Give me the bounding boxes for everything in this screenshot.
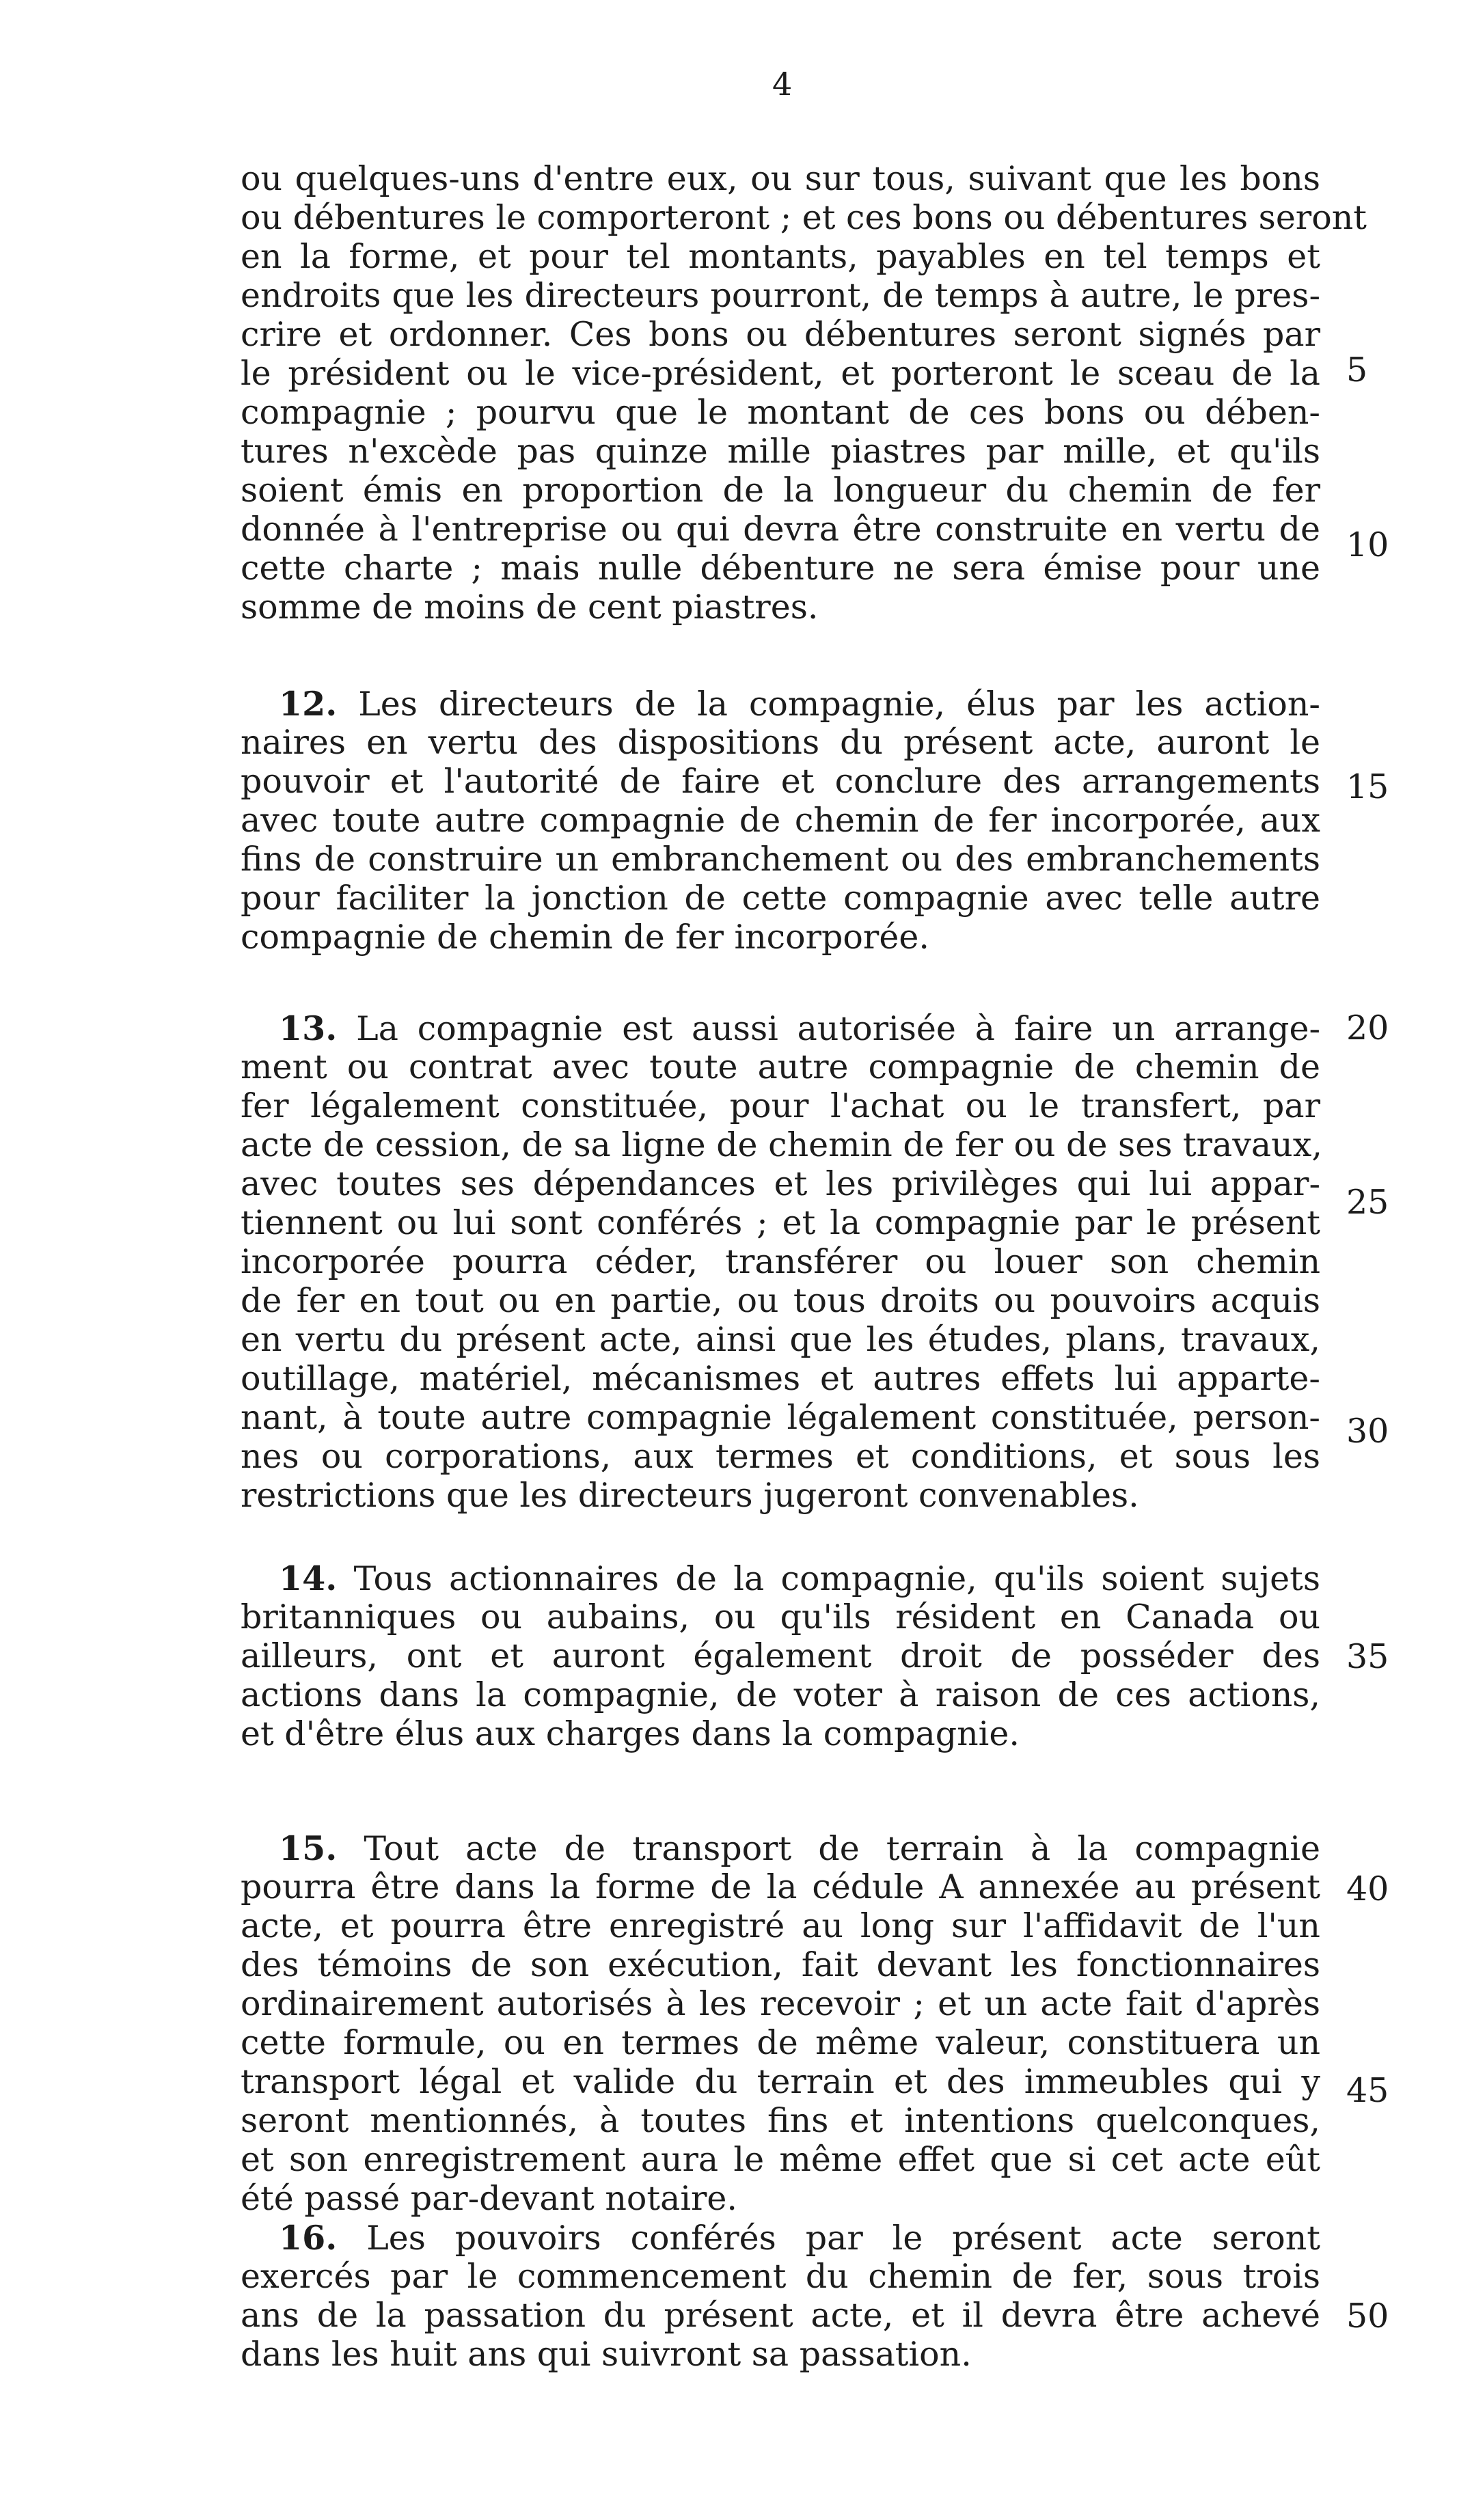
text-line: acte de cession, de sa ligne de chemin de fer ou de ses travaux,	[241, 1125, 1322, 1164]
section-number: 12.	[279, 684, 338, 724]
text-line: compagnie de chemin de fer incorporée.	[241, 918, 929, 957]
text-line: pourra être dans la forme de la cédule A annexée au présent	[241, 1867, 1320, 1906]
text-line: de fer en tout ou en partie, ou tous droits ou pouvoirs acquis	[241, 1281, 1320, 1320]
text-line: pouvoir et l'autorité de faire et conclure des arrangements	[241, 762, 1320, 801]
text-line: restrictions que les directeurs jugeront convenables.	[241, 1476, 1139, 1515]
text-line: dans les huit ans qui suivront sa passation.	[241, 2335, 972, 2374]
text-line: nes ou corporations, aux termes et conditions, et sous les	[241, 1437, 1320, 1476]
text-line: ailleurs, ont et auront également droit de posséder des	[241, 1636, 1320, 1675]
line-number-20: 20	[1346, 1009, 1389, 1047]
line-number-15: 15	[1346, 767, 1389, 806]
text-line: somme de moins de cent piastres.	[241, 588, 819, 627]
text-line: fer légalement constituée, pour l'achat ou le transfert, par	[241, 1086, 1320, 1125]
text-line: outillage, matériel, mécanismes et autres effets lui apparte-	[241, 1359, 1320, 1398]
line-text: Tous actionnaires de la compagnie, qu'ils soient sujets	[353, 1559, 1320, 1598]
text-line: exercés par le commencement du chemin de fer, sous trois	[241, 2257, 1320, 2296]
text-line: en vertu du présent acte, ainsi que les études, plans, travaux,	[241, 1320, 1320, 1359]
text-line: ou quelques-uns d'entre eux, ou sur tous, suivant que les bons	[241, 159, 1320, 198]
text-line: tures n'excède pas quinze mille piastres par mille, et qu'ils	[241, 432, 1320, 471]
line-text: Les directeurs de la compagnie, élus par les action-	[358, 685, 1320, 724]
line-text: Tout acte de transport de terrain à la compagnie	[364, 1829, 1320, 1868]
line-number-35: 35	[1346, 1637, 1389, 1676]
text-line: cette formule, ou en termes de même valeur, constituera un	[241, 2023, 1320, 2062]
text-line: transport légal et valide du terrain et des immeubles qui y	[241, 2062, 1320, 2101]
line-number-25: 25	[1346, 1183, 1389, 1222]
text-line: crire et ordonner. Ces bons ou débentures seront signés par	[241, 315, 1320, 354]
text-line: actions dans la compagnie, de voter à raison de ces actions,	[241, 1675, 1320, 1714]
line-text: Les pouvoirs conférés par le présent acte seront	[366, 2219, 1320, 2258]
line-text: La compagnie est aussi autorisée à faire un arrange-	[356, 1009, 1321, 1048]
text-line: ment ou contrat avec toute autre compagnie de chemin de	[241, 1047, 1320, 1086]
text-line: ordinairement autorisés à les recevoir ; et un acte fait d'après	[241, 1984, 1320, 2023]
line-number-40: 40	[1346, 1870, 1389, 1908]
text-line: soient émis en proportion de la longueur du chemin de fer	[241, 471, 1320, 510]
text-line: fins de construire un embranchement ou des embranchements	[241, 840, 1320, 879]
text-line: nant, à toute autre compagnie légalement constituée, person-	[241, 1398, 1320, 1437]
text-line: et d'être élus aux charges dans la compagnie.	[241, 1714, 1020, 1753]
text-line	[279, 1558, 1320, 1599]
text-line: ou débentures le comporteront ; et ces bons ou débentures seront	[241, 198, 1367, 237]
text-line: des témoins de son exécution, fait devant les fonctionnaires	[241, 1945, 1320, 1984]
section-number: 13.	[279, 1009, 338, 1048]
text-line: avec toute autre compagnie de chemin de fer incorporée, aux	[241, 801, 1320, 840]
text-line: et son enregistrement aura le même effet que si cet acte eût	[241, 2140, 1320, 2179]
section-number: 14.	[279, 1559, 338, 1598]
text-line: avec toutes ses dépendances et les privilèges qui lui appar-	[241, 1164, 1320, 1203]
line-number-50: 50	[1346, 2297, 1389, 2336]
text-line: cette charte ; mais nulle débenture ne sera émise pour une	[241, 549, 1320, 588]
text-line: en la forme, et pour tel montants, payables en tel temps et	[241, 237, 1320, 276]
text-line: pour faciliter la jonction de cette compagnie avec telle autre	[241, 879, 1320, 918]
text-line: compagnie ; pourvu que le montant de ces bons ou dében-	[241, 393, 1320, 432]
text-line: incorporée pourra céder, transférer ou louer son chemin	[241, 1242, 1320, 1281]
text-line: donnée à l'entreprise ou qui devra être construite en vertu de	[241, 510, 1320, 549]
section-number: 15.	[279, 1829, 338, 1868]
line-number-5: 5	[1346, 351, 1368, 389]
line-number-45: 45	[1346, 2071, 1389, 2110]
text-line	[279, 2217, 1320, 2258]
text-line	[279, 1008, 1320, 1049]
text-line: naires en vertu des dispositions du présent acte, auront le	[241, 723, 1320, 762]
text-line: endroits que les directeurs pourront, de temps à autre, le pres-	[241, 276, 1320, 315]
text-line	[279, 1828, 1320, 1869]
page-number: 4	[772, 66, 793, 102]
text-line: été passé par-devant notaire.	[241, 2179, 737, 2218]
line-number-30: 30	[1346, 1412, 1389, 1451]
section-number: 16.	[279, 2218, 338, 2258]
text-line: ans de la passation du présent acte, et il devra être achevé	[241, 2296, 1320, 2335]
text-line: tiennent ou lui sont conférés ; et la compagnie par le présent	[241, 1203, 1320, 1242]
line-number-10: 10	[1346, 525, 1389, 564]
text-line: acte, et pourra être enregistré au long sur l'affidavit de l'un	[241, 1906, 1320, 1945]
text-line: britanniques ou aubains, ou qu'ils résident en Canada ou	[241, 1598, 1320, 1636]
text-line: le président ou le vice-président, et porteront le sceau de la	[241, 354, 1320, 393]
text-line	[279, 683, 1320, 724]
text-line: seront mentionnés, à toutes fins et intentions quelconques,	[241, 2101, 1320, 2140]
